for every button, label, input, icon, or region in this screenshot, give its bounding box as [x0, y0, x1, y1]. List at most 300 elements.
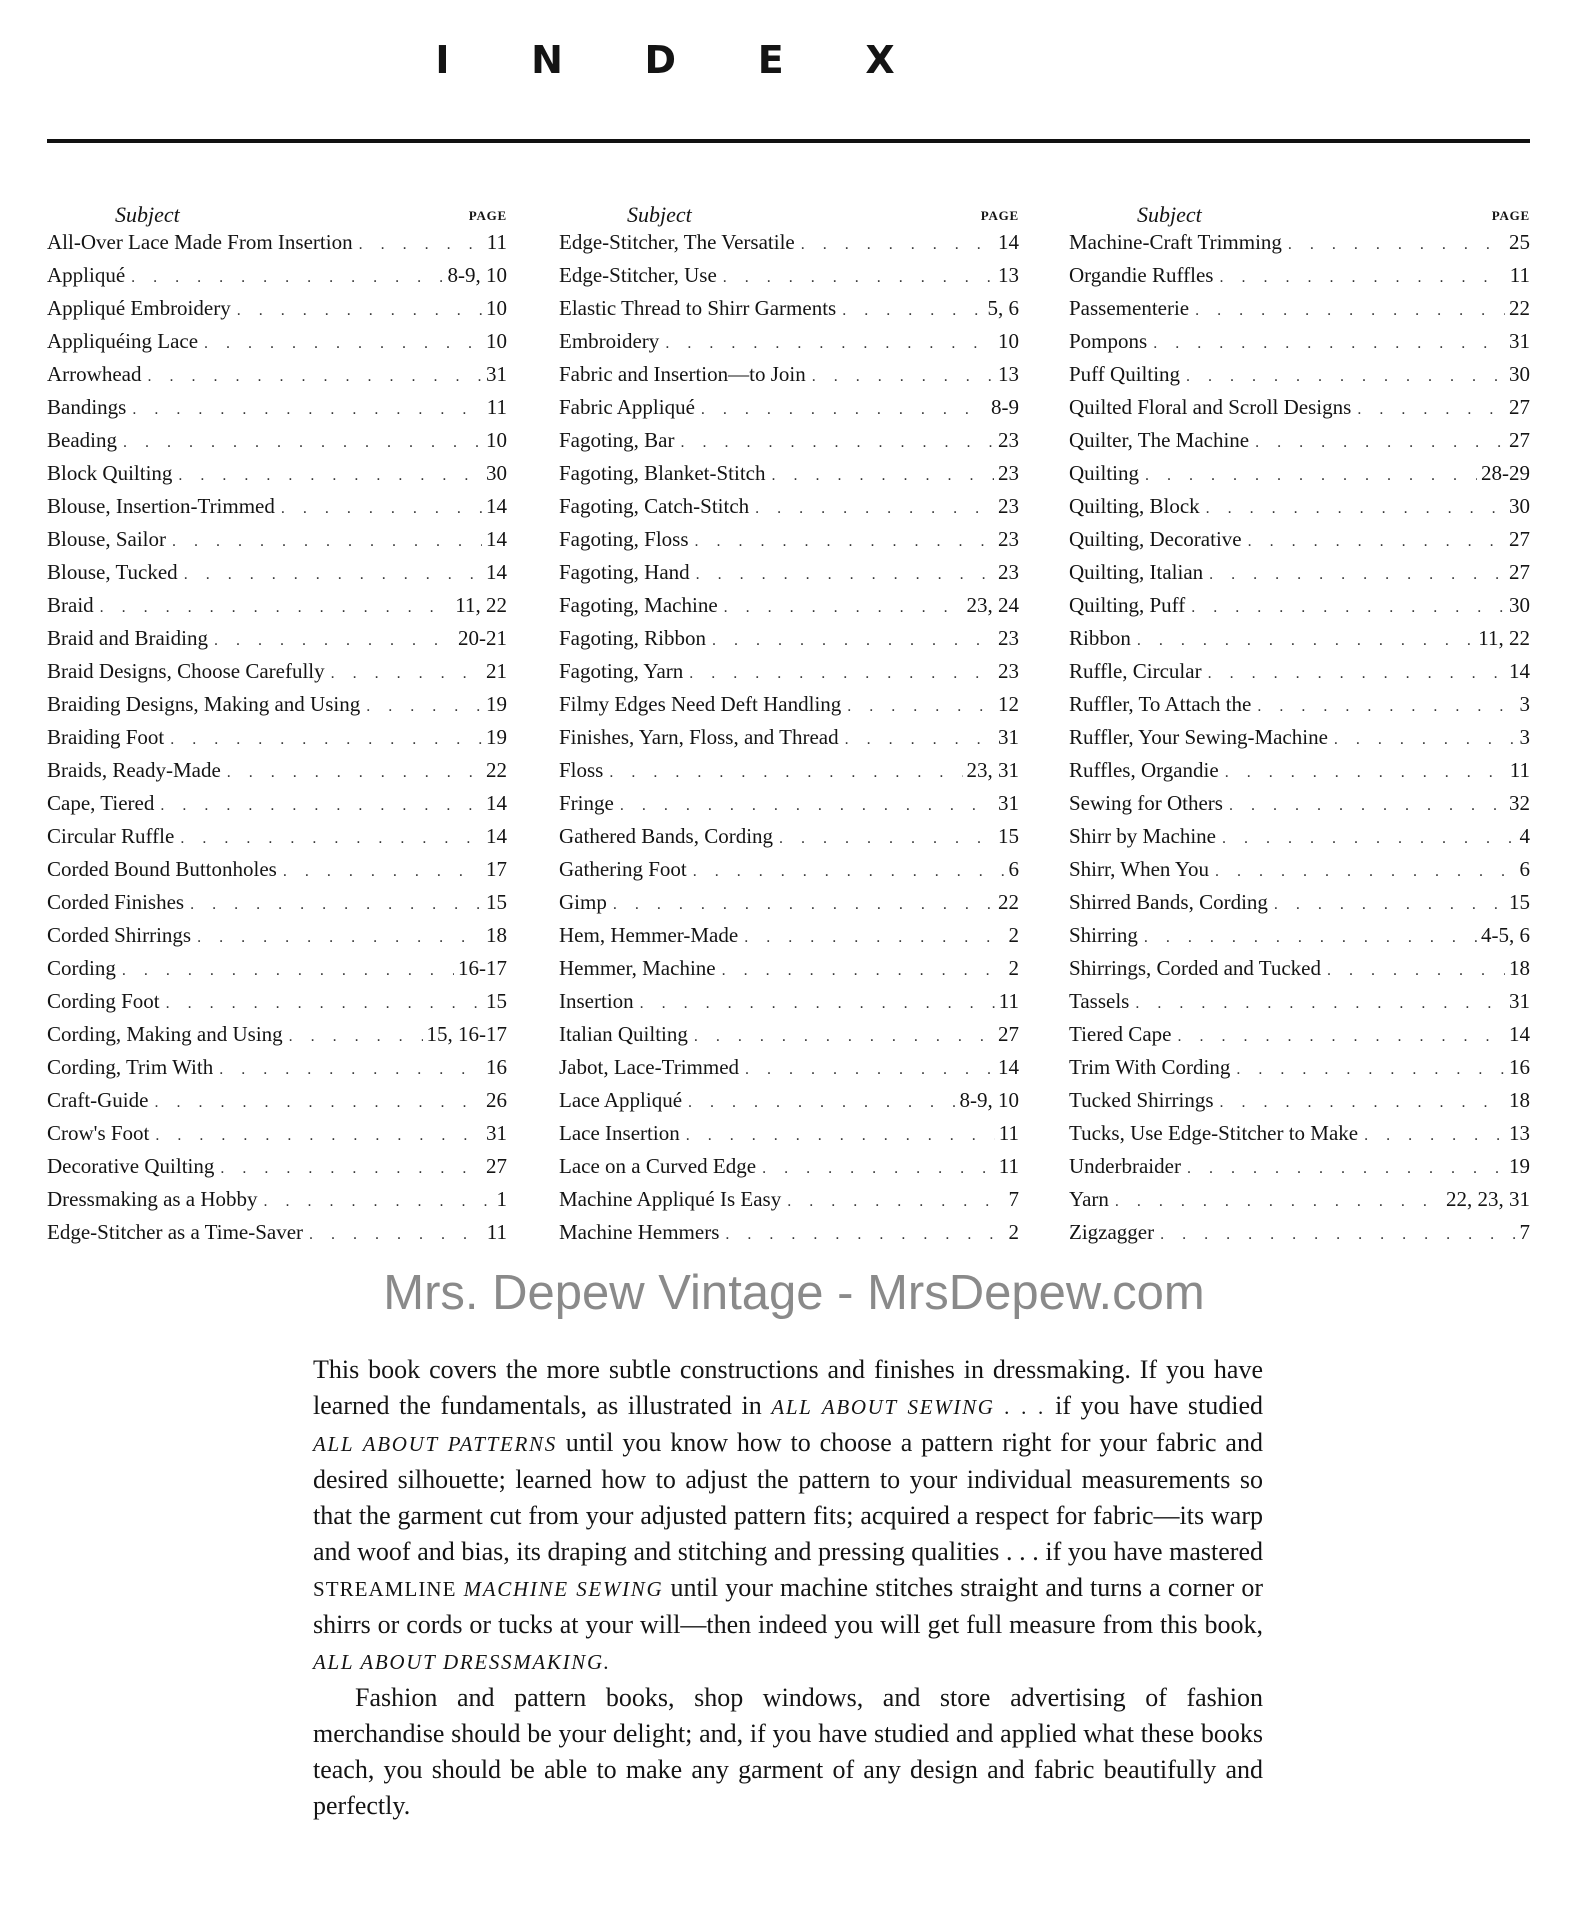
entry-page: 7	[1519, 1220, 1530, 1244]
index-entry	[47, 527, 507, 560]
page-heading: PAGE	[1491, 208, 1530, 223]
entry-subject: Cape, Tiered	[47, 791, 155, 815]
entry-subject: Bandings	[47, 395, 127, 419]
dot-leader	[1257, 698, 1515, 716]
index-entry	[1069, 461, 1530, 494]
dot-leader	[1364, 1127, 1505, 1145]
entry-page: 13	[1509, 1121, 1530, 1145]
entry-subject: Fringe	[559, 791, 614, 815]
dot-leader	[771, 467, 994, 485]
entry-subject: Braiding Foot	[47, 725, 165, 749]
index-column-3	[1069, 200, 1530, 1253]
entry-page: 31	[998, 725, 1019, 749]
dot-leader	[1219, 269, 1505, 287]
entry-page: 27	[1509, 428, 1530, 452]
entry-page: 13	[998, 263, 1019, 287]
index-entry	[1069, 791, 1530, 824]
index-entry	[1069, 1220, 1530, 1253]
entry-page: 4	[1519, 824, 1530, 848]
dot-leader	[172, 533, 482, 551]
index-entry	[47, 1154, 507, 1187]
entry-subject: Quilting	[1069, 461, 1140, 485]
dot-leader	[1334, 731, 1516, 749]
index-entry	[559, 461, 1019, 494]
entry-page: 15, 16-17	[426, 1022, 507, 1046]
paragraph-text: until your machine stitches straight and turns a corner or shirrs or cords or tucks at your will—then indeed you will get full measure from this book,	[313, 1573, 1264, 1639]
dot-leader	[147, 368, 482, 386]
entry-subject: Machine Hemmers	[559, 1220, 720, 1244]
entry-subject: Gathering Foot	[559, 857, 687, 881]
dot-leader	[725, 1226, 1004, 1244]
index-entry	[559, 989, 1019, 1022]
entry-subject: Ribbon	[1069, 626, 1131, 650]
dot-leader	[160, 797, 482, 815]
dot-leader	[722, 962, 1005, 980]
dot-leader	[331, 665, 482, 683]
dot-leader	[1187, 1160, 1505, 1178]
entry-page: 11	[1509, 758, 1530, 782]
dot-leader	[688, 1094, 955, 1112]
index-entry	[1069, 626, 1530, 659]
entry-subject: All-Over Lace Made From Insertion	[47, 230, 353, 254]
index-entry	[559, 428, 1019, 461]
entry-page: 4-5, 6	[1481, 923, 1530, 947]
entry-page: 11	[998, 1154, 1019, 1178]
dot-leader	[609, 764, 962, 782]
index-entry	[1069, 296, 1530, 329]
entry-subject: Ruffler, To Attach the	[1069, 692, 1252, 716]
entry-page: 15	[998, 824, 1019, 848]
entry-page: 25	[1509, 230, 1530, 254]
dot-leader	[693, 863, 1005, 881]
index-entry	[47, 461, 507, 494]
entry-page: 18	[486, 923, 507, 947]
entry-subject: Cording	[47, 956, 116, 980]
entry-page: 8-9, 10	[447, 263, 507, 287]
index-entry	[1069, 494, 1530, 527]
entry-subject: Puff Quilting	[1069, 362, 1181, 386]
index-entry	[559, 593, 1019, 626]
entry-subject: Lace on a Curved Edge	[559, 1154, 757, 1178]
entry-page: 26	[486, 1088, 507, 1112]
index-entry	[47, 395, 507, 428]
index-entry	[1069, 857, 1530, 890]
dot-leader	[123, 434, 482, 452]
page-title: I N D E X	[435, 38, 929, 82]
entry-subject: Braiding Designs, Making and Using	[47, 692, 361, 716]
index-entry	[47, 956, 507, 989]
book-title: ALL ABOUT DRESSMAKING.	[313, 1650, 611, 1674]
entry-page: 11, 22	[1478, 626, 1530, 650]
index-entry	[47, 725, 507, 758]
dot-leader	[712, 632, 994, 650]
dot-leader	[155, 1127, 482, 1145]
entry-page: 15	[486, 989, 507, 1013]
entry-page: 23, 24	[966, 593, 1019, 617]
index-entry	[1069, 956, 1530, 989]
dot-leader	[801, 236, 994, 254]
entry-subject: Fagoting, Floss	[559, 527, 689, 551]
entry-page: 7	[1008, 1187, 1019, 1211]
dot-leader	[1236, 1061, 1505, 1079]
dot-leader	[812, 368, 994, 386]
entry-subject: Cording Foot	[47, 989, 160, 1013]
entry-subject: Braids, Ready-Made	[47, 758, 221, 782]
dot-leader	[701, 401, 987, 419]
entry-page: 19	[486, 692, 507, 716]
index-entry	[1069, 263, 1530, 296]
entry-page: 10	[486, 296, 507, 320]
entry-page: 5, 6	[987, 296, 1019, 320]
entry-subject: Fagoting, Machine	[559, 593, 718, 617]
index-columns	[47, 200, 1530, 1250]
subject-heading: Subject	[1137, 202, 1202, 227]
entry-subject: Tiered Cape	[1069, 1022, 1172, 1046]
entry-page: 3	[1519, 692, 1530, 716]
entry-page: 16	[486, 1055, 507, 1079]
dot-leader	[237, 302, 482, 320]
entry-subject: Corded Finishes	[47, 890, 185, 914]
entry-page: 10	[486, 329, 507, 353]
dot-leader	[184, 566, 482, 584]
entry-subject: Insertion	[559, 989, 634, 1013]
entry-page: 12	[998, 692, 1019, 716]
entry-subject: Edge-Stitcher, Use	[559, 263, 717, 287]
entry-page: 23	[998, 560, 1019, 584]
entry-subject: Fabric Appliqué	[559, 395, 695, 419]
dot-leader	[1191, 599, 1505, 617]
index-entry	[47, 923, 507, 956]
index-entry	[559, 758, 1019, 791]
entry-page: 8-9, 10	[959, 1088, 1019, 1112]
index-entry	[47, 494, 507, 527]
entry-page: 11	[1509, 263, 1530, 287]
entry-page: 30	[1509, 362, 1530, 386]
dot-leader	[289, 1028, 423, 1046]
entry-subject: Hem, Hemmer-Made	[559, 923, 739, 947]
entry-subject: Ruffle, Circular	[1069, 659, 1202, 683]
entry-page: 14	[486, 560, 507, 584]
dot-leader	[1229, 797, 1505, 815]
entry-page: 30	[1509, 494, 1530, 518]
index-entry	[559, 791, 1019, 824]
entry-page: 11	[486, 230, 507, 254]
entry-subject: Braid and Braiding	[47, 626, 208, 650]
entry-page: 31	[1509, 329, 1530, 353]
entry-subject: Quilting, Block	[1069, 494, 1200, 518]
index-column-1	[47, 200, 507, 1253]
entry-subject: Blouse, Insertion-Trimmed	[47, 494, 275, 518]
entry-page: 14	[1509, 1022, 1530, 1046]
index-entry	[47, 230, 507, 263]
dot-leader	[264, 1193, 493, 1211]
dot-leader	[1327, 962, 1505, 980]
dot-leader	[154, 1094, 482, 1112]
dot-leader	[100, 599, 452, 617]
entry-subject: Fagoting, Ribbon	[559, 626, 707, 650]
entry-page: 16	[1509, 1055, 1530, 1079]
index-entry	[1069, 1055, 1530, 1088]
index-entry	[559, 659, 1019, 692]
dot-leader	[1222, 830, 1516, 848]
index-entry	[1069, 395, 1530, 428]
entry-subject: Quilting, Italian	[1069, 560, 1204, 584]
entry-subject: Cording, Making and Using	[47, 1022, 283, 1046]
entry-subject: Shirring	[1069, 923, 1138, 947]
index-entry	[559, 692, 1019, 725]
entry-subject: Quilter, The Machine	[1069, 428, 1250, 452]
entry-page: 30	[1509, 593, 1530, 617]
dot-leader	[724, 599, 963, 617]
entry-page: 23	[998, 626, 1019, 650]
entry-page: 14	[998, 230, 1019, 254]
entry-subject: Hemmer, Machine	[559, 956, 716, 980]
entry-page: 21	[486, 659, 507, 683]
entry-page: 18	[1509, 1088, 1530, 1112]
index-entry	[559, 296, 1019, 329]
dot-leader	[762, 1160, 995, 1178]
index-entry	[47, 1121, 507, 1154]
entry-subject: Circular Ruffle	[47, 824, 175, 848]
index-entry	[47, 296, 507, 329]
entry-page: 22	[486, 758, 507, 782]
index-entry	[47, 329, 507, 362]
dot-leader	[689, 665, 994, 683]
entry-subject: Appliquéing Lace	[47, 329, 199, 353]
entry-subject: Passementerie	[1069, 296, 1190, 320]
entry-subject: Fagoting, Blanket-Stitch	[559, 461, 766, 485]
dot-leader	[220, 1160, 482, 1178]
index-column-2	[559, 200, 1019, 1253]
dot-leader	[847, 698, 994, 716]
column-header	[1069, 200, 1530, 230]
entry-page: 16-17	[458, 956, 507, 980]
entry-subject: Quilting, Decorative	[1069, 527, 1242, 551]
entry-subject: Block Quilting	[47, 461, 173, 485]
entry-subject: Finishes, Yarn, Floss, and Thread	[559, 725, 839, 749]
entry-subject: Sewing for Others	[1069, 791, 1223, 815]
entry-subject: Elastic Thread to Shirr Garments	[559, 296, 837, 320]
dot-leader	[1215, 863, 1516, 881]
dot-leader	[180, 830, 482, 848]
index-entry	[559, 263, 1019, 296]
entry-page: 15	[1509, 890, 1530, 914]
dot-leader	[204, 335, 482, 353]
dot-leader	[1220, 1094, 1506, 1112]
entry-page: 28-29	[1481, 461, 1530, 485]
index-entry	[559, 362, 1019, 395]
index-entry	[1069, 725, 1530, 758]
index-entry	[1069, 1022, 1530, 1055]
entry-subject: Shirr, When You	[1069, 857, 1209, 881]
entry-subject: Italian Quilting	[559, 1022, 688, 1046]
dot-leader	[1248, 533, 1505, 551]
index-entry	[1069, 329, 1530, 362]
book-title: ALL ABOUT PATTERNS	[313, 1432, 557, 1456]
entry-subject: Embroidery	[559, 329, 660, 353]
index-entry	[1069, 692, 1530, 725]
dot-leader	[1195, 302, 1505, 320]
entry-page: 20-21	[458, 626, 507, 650]
body-text	[313, 1352, 1263, 1824]
dot-leader	[695, 533, 994, 551]
entry-subject: Ruffler, Your Sewing-Machine	[1069, 725, 1328, 749]
entry-page: 23	[998, 527, 1019, 551]
index-entry	[47, 1187, 507, 1220]
index-entry	[47, 791, 507, 824]
entry-subject: Beading	[47, 428, 117, 452]
index-entry	[47, 824, 507, 857]
index-entry	[47, 989, 507, 1022]
index-entry	[1069, 593, 1530, 626]
entry-subject: Floss	[559, 758, 604, 782]
entry-page: 11	[486, 1220, 507, 1244]
entry-page: 6	[1008, 857, 1019, 881]
entry-subject: Underbraider	[1069, 1154, 1181, 1178]
entry-page: 23	[998, 428, 1019, 452]
entry-subject: Braid Designs, Choose Carefully	[47, 659, 325, 683]
index-entry	[47, 659, 507, 692]
index-entry	[47, 362, 507, 395]
index-entry	[1069, 824, 1530, 857]
index-entry	[559, 1220, 1019, 1253]
entry-subject: Tucks, Use Edge-Stitcher to Make	[1069, 1121, 1359, 1145]
dot-leader	[681, 434, 995, 452]
entry-subject: Machine-Craft Trimming	[1069, 230, 1282, 254]
entry-subject: Corded Bound Buttonholes	[47, 857, 277, 881]
dot-leader	[686, 1127, 995, 1145]
entry-page: 11, 22	[455, 593, 507, 617]
entry-subject: Yarn	[1069, 1187, 1109, 1211]
dot-leader	[197, 929, 482, 947]
index-entry	[1069, 560, 1530, 593]
entry-subject: Shirr by Machine	[1069, 824, 1216, 848]
entry-subject: Filmy Edges Need Deft Handling	[559, 692, 842, 716]
index-entry	[1069, 362, 1530, 395]
entry-page: 22, 23, 31	[1446, 1187, 1530, 1211]
entry-page: 23, 31	[966, 758, 1019, 782]
entry-page: 31	[486, 1121, 507, 1145]
entry-subject: Cording, Trim With	[47, 1055, 214, 1079]
column-header	[47, 200, 507, 230]
dot-leader	[745, 1061, 994, 1079]
entry-page: 11	[998, 989, 1019, 1013]
entry-subject: Blouse, Sailor	[47, 527, 166, 551]
entry-subject: Fagoting, Bar	[559, 428, 675, 452]
entry-page: 32	[1509, 791, 1530, 815]
dot-leader	[122, 962, 454, 980]
dot-leader	[755, 500, 994, 518]
dot-leader	[744, 929, 1004, 947]
column-header	[559, 200, 1019, 230]
entry-page: 22	[998, 890, 1019, 914]
subject-heading: Subject	[627, 202, 692, 227]
index-entry	[559, 626, 1019, 659]
entry-subject: Lace Insertion	[559, 1121, 680, 1145]
entry-subject: Fagoting, Catch-Stitch	[559, 494, 750, 518]
dot-leader	[178, 467, 482, 485]
dot-leader	[665, 335, 994, 353]
entry-page: 23	[998, 494, 1019, 518]
index-entry	[47, 1088, 507, 1121]
entry-subject: Trim With Cording	[1069, 1055, 1231, 1079]
watermark: Mrs. Depew Vintage - MrsDepew.com	[383, 1266, 1205, 1320]
index-entry	[559, 824, 1019, 857]
entry-subject: Fabric and Insertion—to Join	[559, 362, 806, 386]
dot-leader	[1208, 665, 1505, 683]
entry-page: 14	[486, 791, 507, 815]
entry-page: 23	[998, 659, 1019, 683]
entry-page: 10	[998, 329, 1019, 353]
index-entry	[559, 857, 1019, 890]
subject-heading: Subject	[115, 202, 180, 227]
entry-page: 27	[998, 1022, 1019, 1046]
entry-subject: Shirred Bands, Cording	[1069, 890, 1268, 914]
index-entry	[559, 395, 1019, 428]
dot-leader	[787, 1193, 1004, 1211]
index-entry	[47, 560, 507, 593]
entry-page: 13	[998, 362, 1019, 386]
entry-page: 11	[486, 395, 507, 419]
entry-subject: Fagoting, Hand	[559, 560, 690, 584]
index-entry	[1069, 659, 1530, 692]
index-entry	[559, 890, 1019, 923]
dot-leader	[779, 830, 994, 848]
entry-page: 11	[998, 1121, 1019, 1145]
entry-page: 3	[1519, 725, 1530, 749]
entry-subject: Edge-Stitcher, The Versatile	[559, 230, 795, 254]
index-entry	[1069, 1154, 1530, 1187]
index-entry	[1069, 989, 1530, 1022]
dot-leader	[359, 236, 483, 254]
entry-subject: Ruffles, Organdie	[1069, 758, 1219, 782]
index-entry	[47, 1055, 507, 1088]
index-entry	[47, 428, 507, 461]
entry-subject: Tassels	[1069, 989, 1130, 1013]
book-title: MACHINE SEWING	[463, 1577, 664, 1601]
dot-leader	[613, 896, 994, 914]
dot-leader	[1135, 995, 1505, 1013]
entry-page: 14	[998, 1055, 1019, 1079]
entry-page: 22	[1509, 296, 1530, 320]
entry-subject: Dressmaking as a Hobby	[47, 1187, 258, 1211]
entry-page: 30	[486, 461, 507, 485]
paragraph-text: This book covers the more subtle constructions and finishes in dressmaking. If you have learned the fundamentals, as illustrated in	[313, 1355, 1263, 1420]
entry-page: 31	[486, 362, 507, 386]
index-entry	[1069, 1088, 1530, 1121]
index-entry	[559, 1121, 1019, 1154]
entry-page: 2	[1008, 923, 1019, 947]
entry-page: 23	[998, 461, 1019, 485]
index-entry	[559, 527, 1019, 560]
entry-subject: Appliqué	[47, 263, 126, 287]
entry-page: 10	[486, 428, 507, 452]
dot-leader	[309, 1226, 483, 1244]
entry-subject: Fagoting, Yarn	[559, 659, 684, 683]
entry-subject: Arrowhead	[47, 362, 142, 386]
index-entry	[47, 263, 507, 296]
entry-subject: Corded Shirrings	[47, 923, 192, 947]
entry-subject: Braid	[47, 593, 94, 617]
entry-subject: Tucked Shirrings	[1069, 1088, 1214, 1112]
dot-leader	[131, 269, 443, 287]
dot-leader	[1137, 632, 1474, 650]
dot-leader	[1144, 929, 1477, 947]
index-entry	[1069, 527, 1530, 560]
dot-leader	[283, 863, 482, 881]
index-entry	[47, 890, 507, 923]
entry-subject: Edge-Stitcher as a Time-Saver	[47, 1220, 304, 1244]
